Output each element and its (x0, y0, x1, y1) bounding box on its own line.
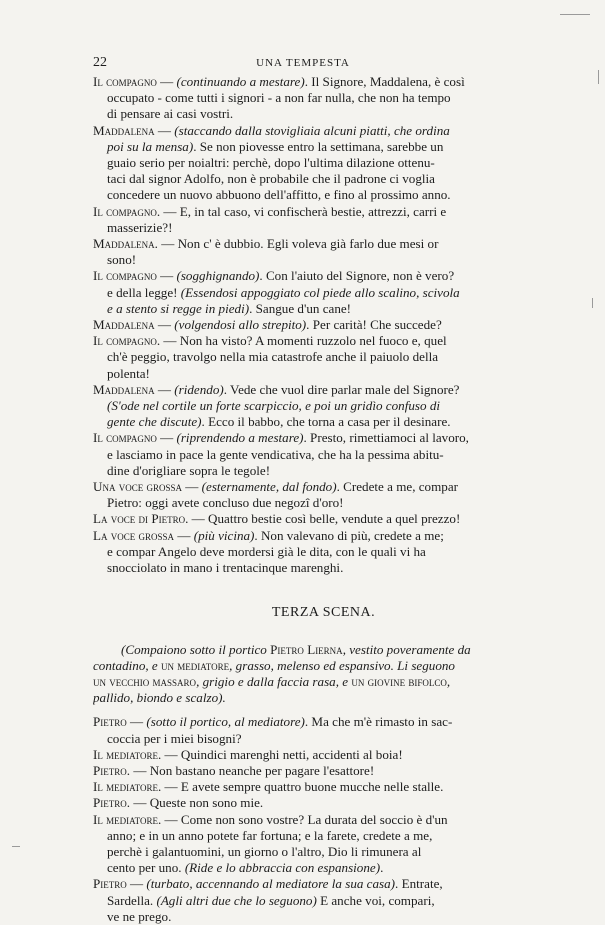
speaker-name: La voce grossa (93, 527, 175, 543)
text-line (93, 349, 518, 365)
dialogue-text: ch'è peggio, travolgo nella mia catastrofe anche il paiuolo della (107, 349, 439, 365)
dialogue-text: — E avete sempre quattro buone mucche nelle stalle. (161, 779, 444, 795)
dialogue-text: . Ecco il babbo, che torna a casa per il desinare. (201, 414, 451, 430)
text-line (93, 447, 518, 463)
dialogue-text: polenta! (107, 365, 150, 381)
dialogue-text: snocciolato in mano i trentacinque marenghi. (107, 560, 344, 576)
dialogue-text: E anche voi, compari, (316, 892, 435, 908)
dash: — (156, 74, 177, 89)
text-line (93, 731, 518, 747)
dialogue-text: perchè i galantuomini, un giorno o l'altro, Dio li rimunera al (107, 843, 422, 859)
speaker-name: Il compagno (93, 74, 157, 89)
dialogue-text: . Vede che vuol dire parlar male del Signore? (223, 381, 460, 397)
speaker-name: Il mediatore. (93, 746, 162, 762)
speech-line (93, 479, 518, 495)
text-line (93, 398, 518, 414)
dialogue-text: . Presto, rimettiamoci al lavoro, (303, 430, 469, 446)
stage-direction: (più vicina) (193, 527, 255, 543)
speaker-name: Il compagno (93, 268, 157, 284)
speaker-name: Il mediatore. (93, 779, 162, 795)
dialogue-text: — E, in tal caso, vi confischerà bestie, attrezzi, carri e (160, 203, 447, 219)
text-line (93, 366, 518, 382)
character-name: un giovine bifolco (351, 673, 447, 689)
text-line (93, 252, 518, 268)
scan-mark (592, 298, 593, 308)
character-name: Pietro Lierna (270, 641, 343, 657)
text-line (93, 139, 518, 155)
text-line (93, 285, 518, 301)
speech-line (93, 204, 518, 220)
stage-direction: (esternamente, dal fondo) (201, 479, 337, 495)
dialogue-text: coccia per i miei bisogni? (107, 730, 242, 746)
dialogue-text: — Come non sono vostre? La durata del soccio è d'un (161, 811, 448, 827)
text-line (93, 90, 518, 106)
dash: — (174, 527, 194, 543)
dialogue-text: . Per carità! Che succede? (306, 317, 442, 333)
stage-direction: e a stento si regge in piedi) (107, 300, 250, 316)
dialogue-text: taci dal signor Adolfo, non è probabile che il padrone ci voglia (107, 171, 435, 187)
stage-direction: (continuando a mestare) (176, 74, 305, 89)
text-line (93, 187, 518, 203)
scan-mark (560, 14, 590, 15)
speaker-name: Il compagno. (93, 333, 161, 349)
stage-direction: , grasso, melenso ed espansivo. Li seguono (229, 657, 455, 673)
speech-line (93, 317, 518, 333)
dash: — (156, 430, 177, 446)
dash: — (126, 714, 147, 730)
stage-direction: (Essendosi appoggiato col piede allo scalino, scivola (180, 284, 460, 300)
speaker-name: Pietro (93, 714, 127, 730)
speech-line (93, 74, 518, 90)
stage-direction: , (446, 673, 451, 689)
stage-direction: (volgendosi allo strepito) (174, 317, 307, 333)
stage-direction: (ridendo) (174, 381, 224, 397)
speech-line (93, 876, 518, 892)
page-header (93, 55, 513, 71)
text-line (93, 560, 518, 576)
text-line (93, 893, 518, 909)
text-line (93, 844, 518, 860)
dialogue-text: — Non ha visto? A momenti ruzzolo nel fuoco e, quel (160, 333, 447, 349)
stage-direction: (staccando dalla stovigliaia alcuni piatti, che ordina (174, 122, 450, 138)
text-line (93, 106, 518, 122)
dialogue-text: . Con l'aiuto del Signore, non è vero? (259, 268, 455, 284)
dialogue-text: Sardella. (107, 892, 157, 908)
stage-direction: (S'ode nel cortile un forte scarpiccio, e poi un gridìo confuso di (107, 398, 441, 414)
play-text (93, 74, 518, 925)
text-line (93, 674, 518, 690)
speech-line (93, 430, 518, 446)
text-line (93, 301, 518, 317)
speech-line (93, 382, 518, 398)
speaker-name: Maddalena. (93, 236, 158, 252)
page-number: 22 (93, 55, 107, 70)
speaker-name: Il compagno. (93, 203, 161, 219)
dash: — (156, 268, 177, 284)
speech-line (93, 123, 518, 139)
text-line (93, 155, 518, 171)
speaker-name: Maddalena (93, 122, 155, 138)
text-line (93, 909, 518, 925)
dialogue-text: e lasciamo in pace la gente vendicativa, che ha la pessima abitu- (107, 446, 444, 462)
dash: — (154, 122, 175, 138)
dialogue-text: concedere un nuovo abbuono dell'affitto, e fino al prossimo anno. (107, 187, 451, 203)
text-line (93, 495, 518, 511)
stage-direction: (sotto il portico, al mediatore) (146, 714, 305, 730)
dialogue-text: dine d'origliare sopra le tegole! (107, 462, 271, 478)
dialogue-text: occupato - come tutti i signori - a non far nulla, che non ha tempo (107, 90, 451, 106)
stage-direction: (Agli altri due che lo seguono) (156, 892, 317, 908)
dialogue-text: di pensare ai casi vostri. (107, 106, 234, 122)
dash: — (182, 479, 202, 495)
text-line (93, 414, 518, 430)
dash: — (154, 317, 175, 333)
stage-direction: , vestito poveramente da (342, 641, 471, 657)
dialogue-text: — Non c' è dubbio. Egli voleva già farlo due mesi or (157, 236, 439, 252)
text-line (93, 171, 518, 187)
stage-direction: (turbato, accennando al mediatore la sua casa) (146, 876, 396, 892)
speech-line (93, 528, 518, 544)
text-line (93, 463, 518, 479)
dialogue-text: cento per uno. (107, 860, 185, 876)
stage-direction: (sogghignando) (176, 268, 260, 284)
dialogue-text: guaio serio per noialtri: perchè, dopo l'ultima dilazione ottenu- (107, 155, 435, 171)
dialogue-text: masserizie?! (107, 219, 173, 235)
dialogue-text: — Queste non sono mie. (130, 795, 264, 811)
speech-line (93, 812, 518, 828)
speaker-name: Una voce grossa (93, 479, 183, 495)
speaker-name: Maddalena (93, 381, 155, 397)
stage-direction: pallido, biondo e scalzo). (93, 690, 226, 706)
dialogue-text: e della legge! (107, 284, 181, 300)
dialogue-text: anno; e in un anno potete far fortuna; e la farete, credete a me, (107, 827, 433, 843)
text-line (93, 544, 518, 560)
dialogue-text: . Se non piovesse entro la settimana, sarebbe un (193, 138, 444, 154)
speaker-name: Maddalena (93, 317, 155, 333)
text-line (93, 220, 518, 236)
dash: — (154, 381, 175, 397)
scan-mark (598, 70, 599, 84)
dialogue-text: . Entrate, (395, 876, 443, 892)
stage-direction: contadino, e (93, 657, 162, 673)
speech-line (93, 763, 518, 779)
speaker-name: Il compagno (93, 430, 157, 446)
speech-line (93, 333, 518, 349)
running-title: UNA TEMPESTA (256, 57, 350, 69)
dialogue-text: . Ma che m'è rimasto in sac- (304, 714, 453, 730)
stage-direction: (riprendendo a mestare) (176, 430, 304, 446)
dash: — (126, 876, 147, 892)
dialogue-text: . Il Signore, Maddalena, è così (304, 74, 465, 89)
dialogue-text: ve ne prego. (107, 908, 172, 924)
dialogue-text: Pietro: oggi avete concluso due negozî d'oro! (107, 495, 344, 511)
speech-line (93, 236, 518, 252)
speech-line (93, 511, 518, 527)
text-line (93, 658, 518, 674)
speech-line (93, 747, 518, 763)
character-name: un vecchio massaro (93, 673, 197, 689)
text-line (93, 860, 518, 876)
dialogue-text: — Non bastano neanche per pagare l'esattore! (130, 762, 375, 778)
dialogue-text: . Credete a me, compar (336, 479, 459, 495)
text-line (93, 828, 518, 844)
dialogue-text: . (380, 860, 384, 876)
stage-direction: (Compaiono sotto il portico (121, 641, 271, 657)
text-line (93, 690, 518, 706)
dialogue-text: — Quindici marenghi netti, accidenti al boia! (161, 746, 403, 762)
scene-title: TERZA SCENA. (271, 605, 376, 621)
speaker-name: La voce di Pietro. (93, 511, 189, 527)
speaker-name: Pietro. (93, 795, 131, 811)
dialogue-text: — Quattro bestie così belle, vendute a quel prezzo! (188, 511, 461, 527)
stage-direction: gente che discute) (107, 414, 202, 430)
spacer (93, 706, 518, 714)
dialogue-text: . Non valevano di più, credete a me; (254, 527, 444, 543)
spacer (93, 576, 518, 605)
speech-line (93, 714, 518, 730)
character-name: un mediatore (161, 657, 230, 673)
dialogue-text: sono! (107, 252, 137, 268)
speaker-name: Il mediatore. (93, 811, 162, 827)
text-line (93, 642, 518, 658)
scan-mark (12, 846, 20, 847)
speech-line (93, 268, 518, 284)
stage-direction: poi su la mensa) (107, 138, 194, 154)
speaker-name: Pietro. (93, 762, 131, 778)
stage-direction: , grigio e dalla faccia rasa, e (196, 673, 352, 689)
speech-line (93, 779, 518, 795)
speech-line (93, 795, 518, 811)
dialogue-text: e compar Angelo deve mordersi già le dita, con le quali vi ha (107, 543, 426, 559)
spacer (93, 622, 518, 642)
speaker-name: Pietro (93, 876, 127, 892)
stage-direction: (Ride e lo abbraccia con espansione) (184, 860, 381, 876)
dialogue-text: . Sangue d'un cane! (249, 300, 352, 316)
